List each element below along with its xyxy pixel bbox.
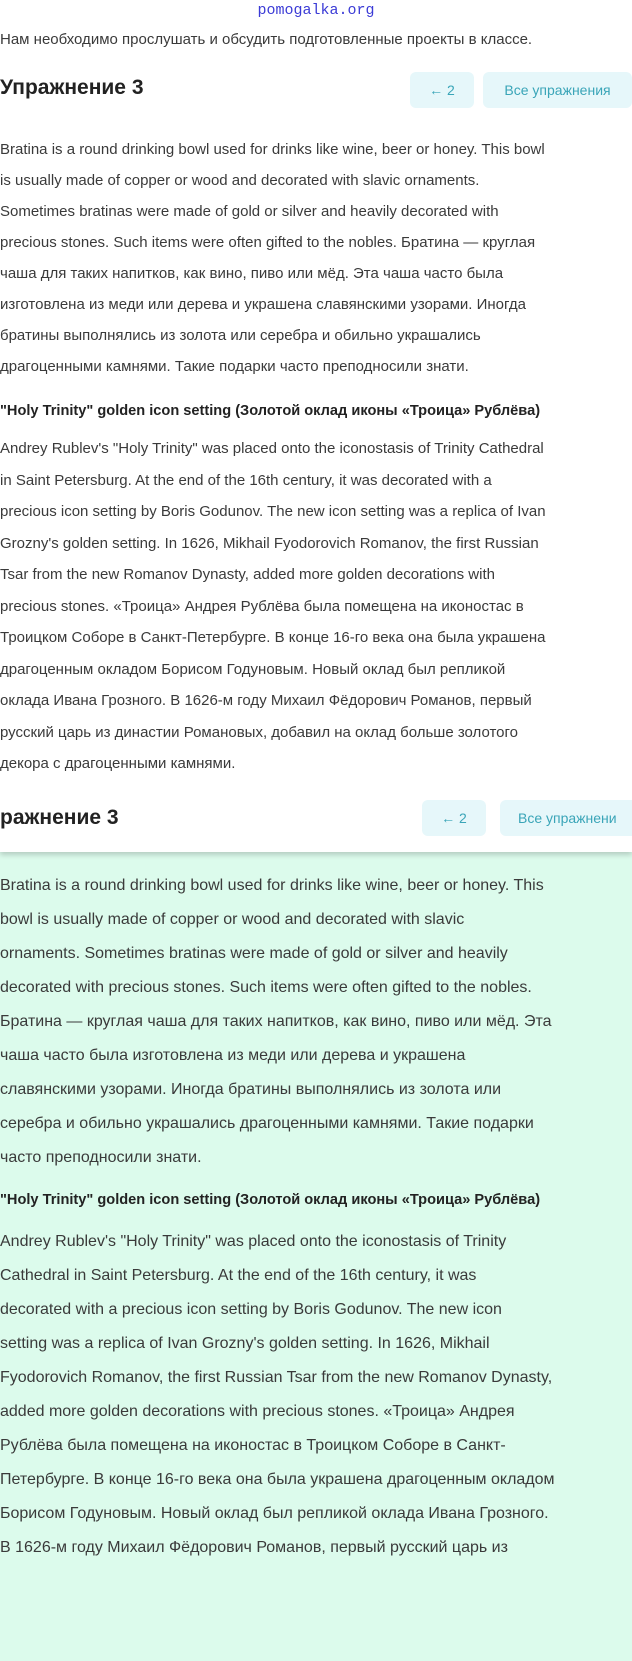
text-line: русский царь из династии Романовых, добавил на оклад больше золотого	[0, 723, 519, 741]
text-line: is usually made of copper or wood and decorated with slavic ornaments.	[0, 172, 480, 189]
page-title: Упражнение 3	[0, 76, 144, 99]
text-line: оклада Ивана Грозного. В 1626-м году Михаил Фёдорович Романов, первый	[0, 692, 532, 709]
text-line: Петербурге. В конце 16-го века она была украшена драгоценным окладом	[0, 1471, 555, 1488]
text-line: ornaments. Sometimes bratinas were made of gold or silver and heavily	[0, 945, 508, 962]
text-line: bowl is usually made of copper or wood and decorated with slavic	[0, 911, 465, 928]
text-line: Tsar from the new Romanov Dynasty, added more golden decorations with	[0, 566, 495, 583]
text-line: decorated with a precious icon setting by Boris Godunov. The new icon	[0, 1301, 502, 1318]
text-line: Троицком Соборе в Санкт-Петербурге. В конце 16-го века она была украшена	[0, 629, 546, 646]
text-line: братины выполнялись из золота или серебра и обильно украшались	[0, 327, 481, 344]
text-line: decorated with precious stones. Such items were often gifted to the nobles.	[0, 979, 532, 996]
text-line: Cathedral in Saint Petersburg. At the end of the 16th century, it was	[0, 1267, 477, 1284]
text-line: серебра и обильно украшались драгоценными камнями. Такие подарки	[0, 1115, 534, 1132]
text-line: изготовлена из меди или дерева и украшена славянскими узорами. Иногда	[0, 296, 526, 313]
site-label: pomogalka.org	[257, 2, 375, 19]
page-title-sticky: ражнение 3	[0, 806, 119, 829]
text-line: Рублёва была помещена на иконостас в Троицком Соборе в Санкт-	[0, 1437, 506, 1454]
text-line: часто преподносили знати.	[0, 1149, 202, 1166]
text-line: чаша часто была изготовлена из меди или дерева и украшена	[0, 1047, 466, 1064]
sticky-bar	[0, 790, 632, 852]
text-line: Борисом Годуновым. Новый оклад был репликой оклада Ивана Грозного.	[0, 1505, 549, 1522]
text-line: precious icon setting by Boris Godunov. The new icon setting was a replica of Ivan	[0, 503, 546, 520]
text-line: чаша для таких напитков, как вино, пиво или мёд. Эта чаша часто была	[0, 265, 504, 282]
all-exercises-button-sticky[interactable]: Все упражнени	[500, 800, 632, 836]
text-line: Andrey Rublev's "Holy Trinity" was placed onto the iconostasis of Trinity Cathedral	[0, 440, 544, 457]
text-line: added more golden decorations with precious stones. «Троица» Андрея	[0, 1403, 515, 1420]
text-line: славянскими узорами. Иногда братины выполнялись из золота или	[0, 1081, 502, 1098]
top-subtitle: "Holy Trinity" golden icon setting (Золотой оклад иконы «Троица» Рублёва)	[0, 403, 541, 419]
text-line: precious stones. «Троица» Андрея Рублёва была помещена на иконостас в	[0, 597, 524, 615]
text-line: В 1626-м году Михаил Фёдорович Романов, первый русский царь из	[0, 1539, 508, 1556]
text-line: драгоценными камнями. Такие подарки часто преподносили знати.	[0, 358, 469, 375]
prev-exercise-button[interactable]: ← 2	[410, 72, 474, 108]
intro-text: Нам необходимо прослушать и обсудить подготовленные проекты в классе.	[0, 31, 533, 48]
text-line: precious stones. Such items were often gifted to the nobles. Братина — круглая	[0, 234, 536, 251]
text-line: Andrey Rublev's "Holy Trinity" was placed onto the iconostasis of Trinity	[0, 1233, 507, 1250]
prev-exercise-button-sticky[interactable]: ← 2	[422, 800, 486, 836]
text-line: Grozny's golden setting. In 1626, Mikhail Fyodorovich Romanov, the first Russian	[0, 534, 539, 552]
answer-section	[0, 852, 632, 1661]
text-line: драгоценным окладом Борисом Годуновым. Новый оклад был репликой	[0, 660, 506, 678]
text-line: Bratina is a round drinking bowl used for drinks like wine, beer or honey. This bowl	[0, 141, 545, 158]
all-exercises-button[interactable]: Все упражнения	[483, 72, 632, 108]
text-line: декора с драгоценными камнями.	[0, 755, 236, 772]
text-line: Братина — круглая чаша для таких напитков, как вино, пиво или мёд. Эта	[0, 1013, 552, 1030]
text-line: setting was a replica of Ivan Grozny's golden setting. In 1626, Mikhail	[0, 1335, 490, 1352]
text-line: Fyodorovich Romanov, the first Russian Tsar from the new Romanov Dynasty,	[0, 1369, 553, 1386]
bottom-subtitle: "Holy Trinity" golden icon setting (Золотой оклад иконы «Троица» Рублёва)	[0, 1192, 541, 1208]
text-line: Sometimes bratinas were made of gold or silver and heavily decorated with	[0, 203, 499, 220]
text-line: Bratina is a round drinking bowl used for drinks like wine, beer or honey. This	[0, 877, 544, 894]
text-line: in Saint Petersburg. At the end of the 16th century, it was decorated with a	[0, 471, 492, 489]
